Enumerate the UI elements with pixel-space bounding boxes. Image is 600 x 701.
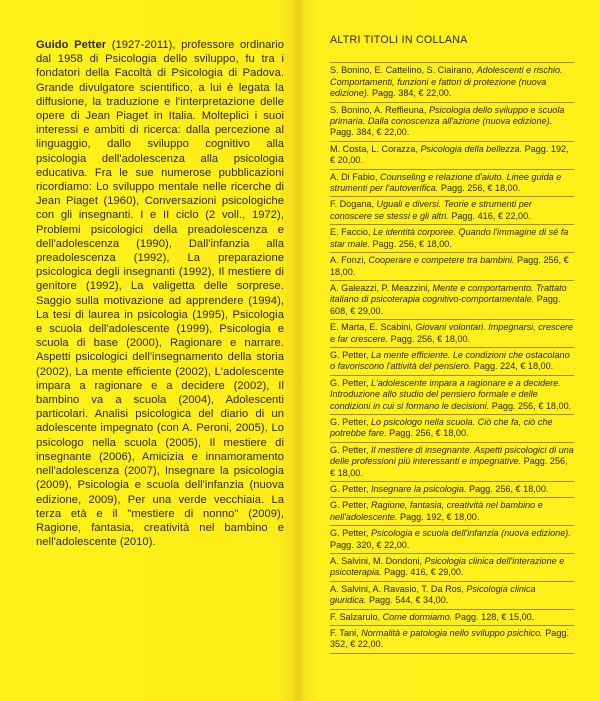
entry-authors: E. Marta, E. Scabini, bbox=[330, 322, 413, 333]
series-entry bbox=[330, 443, 574, 482]
entry-price: Pagg. 256, € 18,00. bbox=[389, 428, 469, 439]
entry-price: Pagg. 416, € 29,00. bbox=[384, 567, 464, 578]
entry-title: Counseling e relazione d'aiuto. Linee guida e strumenti per l'autoverifica. bbox=[330, 171, 562, 194]
entry-title: Psicologia e scuola dell'infanzia (nuova edizione). bbox=[370, 528, 571, 539]
series-entries bbox=[330, 62, 574, 653]
entry-title: Giovani volontari. Impegnarsi, crescere e far crescere. bbox=[330, 322, 574, 344]
entry-title: Normalità e patologia nello sviluppo psichico. bbox=[361, 628, 543, 639]
series-entry bbox=[330, 610, 574, 626]
entry-price: Pagg. 544, € 34,00. bbox=[368, 595, 449, 606]
series-entry bbox=[330, 626, 574, 654]
series-entry bbox=[330, 482, 574, 498]
entry-authors: E. Faccio, bbox=[330, 227, 371, 238]
entry-title: Insegnare la psicologia. bbox=[370, 484, 467, 494]
entry-price: Pagg. 256, € 18,00. bbox=[372, 238, 452, 249]
entry-authors: M. Costa, L. Corazza, bbox=[330, 143, 418, 154]
series-entry bbox=[330, 554, 574, 582]
biography-text: (1927-2011), professore ordinario dal 1958 di Psicologia dello sviluppo, fu tra i fondatori della Facoltà di Psicologia di Padova. Grande divulgatore scientifico, a lui è legata la diffusione, la traduzione e l'interpretazione delle opere di Jean Piaget in Italia. Molteplici i suoi interessi e ambiti di ricerca: dalla percezione al linguaggio, dallo sviluppo cognitivo alla psicologia dell'adolescenza alla psicologia educativa. Fra le sue numerose pubblicazioni ricordiamo: Lo sviluppo mentale nelle ricerche di Jean Piaget (1960), Conversazioni psicologiche con gli insegnanti. I e II ciclo (2 voll., 1972), Problemi psicologici della preadolescenza e dell'adolescenza (1990), Dall'infanzia alla preadolescenza (1992), La preparazione psicologica degli insegnanti (1992), Il mestiere di genitore (1992), La valigetta delle sorprese. Saggio sulla motivazione ad apprendere (1994), La tesi di laurea in psicologia (1995), Psicologia e scuola dell'adolescente (1999), Psicologia e scuola di base (2000), Ragionare e narrare. Aspetti psicologici dell'insegnamento della storia (2002), La mente efficiente (2002), L'adolescente impara a ragionare e a decidere (2002), Il bambino va a scuola (2004), Adolescenti particolari. Analisi psicologica del diario di un adolescente impegnato (con A. Peroni, 2005), Lo psicologo nella scuola (2005), Il mestiere di insegnante (2006), Amicizia e innamoramento nell'adolescenza (2007), Insegnare la psicologia (2009), Psicologia e scuola dell'infanzia (nuova edizione, 2009), Per una verde vecchiaia. La terza età e il "mestiere di nonno" (2009), Ragione, fantasia, creatività nel bambino e nell'adolescente (2010). bbox=[36, 39, 284, 549]
author-name: Guido Petter bbox=[36, 39, 107, 51]
entry-price: Pagg. 384, € 22,00. bbox=[330, 127, 410, 138]
entry-title: Ragione, fantasia, creatività nel bambino e nell'adolescente. bbox=[330, 500, 543, 522]
series-entry bbox=[330, 320, 574, 348]
entry-price: Pagg. 608, € 29,00. bbox=[330, 294, 561, 316]
entry-price: Pagg. 256, € 18,00. bbox=[330, 255, 569, 277]
entry-title: Mente e comportamento. Trattato italiano di psicoterapia cognitivo-comportamentale. bbox=[330, 282, 567, 305]
entry-price: Pagg. 192, € 18,00. bbox=[400, 511, 480, 522]
entry-title: L'adolescente impara a ragionare e a decidere. Introduzione allo studio del pensiero formale e delle condizioni in cui si formano le decisioni. bbox=[330, 377, 561, 411]
series-entry bbox=[330, 281, 574, 320]
entry-authors: S. Bonino, E. Cattelino, S. Ciairano, bbox=[330, 65, 475, 76]
entry-authors: F. Salzarulo, bbox=[330, 611, 381, 622]
entry-authors: G. Petter, bbox=[330, 416, 369, 427]
entry-title: Le identità corporee. Quando l'immagine di sé fa star male. bbox=[330, 227, 569, 249]
entry-price: Pagg. 352, € 22,00. bbox=[330, 628, 569, 650]
series-entry bbox=[330, 170, 574, 198]
series-entry bbox=[330, 62, 574, 102]
entry-title: Psicologia dello sviluppo e scuola primaria. Dalla conoscenza all'azione (nuova edizione). bbox=[330, 104, 565, 127]
series-entry bbox=[330, 142, 574, 170]
series-entry bbox=[330, 415, 574, 443]
entry-title: Come dormiamo. bbox=[382, 611, 453, 622]
entry-authors: G. Petter, bbox=[330, 484, 369, 494]
entry-title: Il mestiere di insegnante. Aspetti psicologici di una delle professioni più interessanti e impegnative. bbox=[330, 444, 574, 467]
entry-price: Pagg. 256, € 18,00. bbox=[469, 484, 549, 494]
entry-price: Pagg. 320, € 22,00. bbox=[330, 539, 410, 550]
entry-price: Pagg. 256, € 18,00. bbox=[491, 400, 572, 411]
entry-authors: G. Petter, bbox=[330, 500, 369, 511]
entry-price: Pagg. 192, € 20,00. bbox=[330, 143, 569, 166]
series-entry bbox=[330, 376, 574, 415]
entry-title: Adolescenti e rischio. Comportamenti, funzioni e fattori di protezione (nuova edizione). bbox=[330, 65, 563, 99]
entry-authors: F. Tani, bbox=[330, 628, 359, 639]
entry-title: La mente efficiente. Le condizioni che ostacolano o favoriscono l'attività del pensiero. bbox=[330, 349, 570, 372]
entry-authors: A. Salvini, A. Ravasio, T. Da Ros, bbox=[330, 583, 464, 594]
entry-price: Pagg. 256, € 18,00. bbox=[440, 183, 521, 194]
entry-authors: A. Di Fabio, bbox=[330, 171, 378, 182]
entry-title: Psicologia della bellezza. bbox=[420, 143, 523, 154]
entry-price: Pagg. 128, € 15,00. bbox=[454, 611, 535, 622]
entry-authors: A. Fonzi, bbox=[330, 255, 366, 266]
entry-authors: G. Petter, bbox=[330, 349, 369, 360]
entry-title: Cooperare e competere tra bambini. bbox=[368, 255, 515, 266]
entry-price: Pagg. 384, € 22,00. bbox=[371, 88, 452, 99]
series-entry bbox=[330, 582, 574, 610]
entry-authors: A. Galeazzi, P. Meazzini, bbox=[330, 282, 430, 293]
series-entry bbox=[330, 526, 574, 554]
entry-authors: S. Bonino, A. Reffieuna, bbox=[330, 104, 427, 115]
series-entry bbox=[330, 253, 574, 281]
entry-authors: F. Dogana, bbox=[330, 199, 374, 210]
entry-authors: G. Petter, bbox=[330, 444, 369, 455]
entry-price: Pagg. 256, € 18,00. bbox=[390, 333, 471, 344]
entry-title: Psicologia clinica dell'interazione e psicoterapia. bbox=[330, 556, 565, 578]
series-entry bbox=[330, 103, 574, 142]
entry-price: Pagg. 416, € 22,00. bbox=[451, 210, 531, 221]
series-list bbox=[330, 35, 574, 654]
entry-authors: G. Petter, bbox=[330, 528, 369, 539]
series-entry bbox=[330, 225, 574, 253]
entry-title: Lo psicologo nella scuola. Ciò che fa, ciò che potrebbe fare. bbox=[330, 416, 553, 439]
series-entry bbox=[330, 348, 574, 376]
author-biography bbox=[36, 38, 284, 549]
series-title: ALTRI TITOLI IN COLLANA bbox=[330, 34, 468, 46]
fold-line bbox=[293, 0, 305, 701]
entry-title: Uguali e diversi. Teorie e strumenti per conoscere se stessi e gli altri. bbox=[330, 199, 532, 221]
entry-authors: A. Salvini, M. Dondoni, bbox=[330, 556, 422, 567]
entry-price: Pagg. 256, € 18,00. bbox=[330, 456, 568, 478]
series-entry bbox=[330, 197, 574, 225]
series-entry bbox=[330, 498, 574, 526]
entry-title: Psicologia clinica giuridica. bbox=[330, 583, 536, 606]
entry-authors: G. Petter, bbox=[330, 377, 369, 388]
entry-price: Pagg. 224, € 18,00. bbox=[473, 361, 554, 372]
